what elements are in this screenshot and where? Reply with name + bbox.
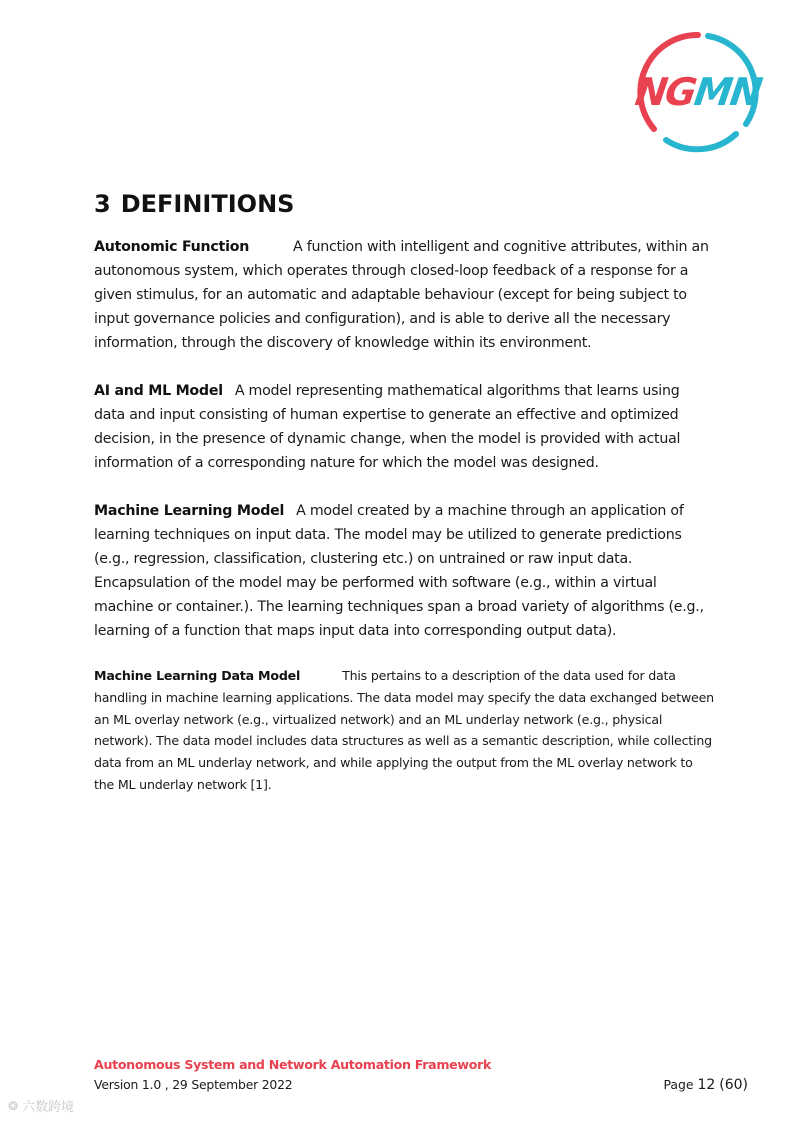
page-number: 12 xyxy=(697,1077,716,1093)
section-number: 3 xyxy=(94,190,111,218)
page-total: (60) xyxy=(719,1077,748,1093)
logo-text-ng: NG xyxy=(632,70,698,114)
definition-text: A function with intelligent and cognitive attributes, within an autonomous system, which operates through closed-loop feedback of a response for a given stimulus, for an automatic and adaptable behaviour (except for being subject to input governance policies and configuration), and is able to derive all the necessary information, through the discovery of knowledge within its environment. xyxy=(94,239,709,351)
definition-text: A model representing mathematical algorithms that learns using data and input consisting of human expertise to generate an effective and optimized decision, in the presence of dynamic change, when the model is provided with actual information of a corresponding nature for which the model was designed. xyxy=(94,383,681,471)
definition-term: AI and ML Model xyxy=(94,383,223,399)
watermark-logo-icon: ❂ xyxy=(8,1098,19,1113)
logo-text-mn: MN xyxy=(691,70,764,114)
footer-page-indicator xyxy=(664,1077,748,1093)
footer-version: Version 1.0 , 29 September 2022 xyxy=(94,1077,293,1092)
watermark xyxy=(8,1096,74,1115)
definition-machine-learning-model xyxy=(94,499,714,643)
definition-text: A model created by a machine through an application of learning techniques on input data. The model may be utilized to generate predictions (e.g., regression, classification, clustering etc.) on untrained or raw input data. Encapsulation of the model may be performed with software (e.g., within a virtual machine or container.). The learning techniques span a broad variety of algorithms (e.g., learning of a function that maps input data into corresponding output data). xyxy=(94,503,704,639)
page-label: Page xyxy=(663,1077,694,1092)
definition-term: Autonomic Function xyxy=(94,239,250,255)
definition-term: Machine Learning Model xyxy=(94,503,285,519)
definitions-list xyxy=(94,235,714,796)
definition-machine-learning-data-model xyxy=(94,665,714,796)
definition-ai-ml-model xyxy=(94,379,714,475)
section-heading xyxy=(94,190,294,218)
definition-text: This pertains to a description of the data used for data handling in machine learning applications. The data model may specify the data exchanged between an ML overlay network (e.g., virtualized network) and an ML underlay network (e.g., physical network). The data model includes data structures as well as a semantic description, while collecting data from an ML underlay network, and while applying the output from the ML overlay network to the ML underlay network [1]. xyxy=(94,668,714,792)
definition-term: Machine Learning Data Model xyxy=(94,668,301,683)
section-title: DEFINITIONS xyxy=(120,190,295,218)
watermark-text: 六数跨境 xyxy=(22,1100,75,1115)
footer-document-title: Autonomous System and Network Automation Framework xyxy=(94,1057,492,1072)
logo-wordmark xyxy=(627,30,768,154)
definition-autonomic-function xyxy=(94,235,714,355)
ngmn-logo xyxy=(632,30,764,154)
